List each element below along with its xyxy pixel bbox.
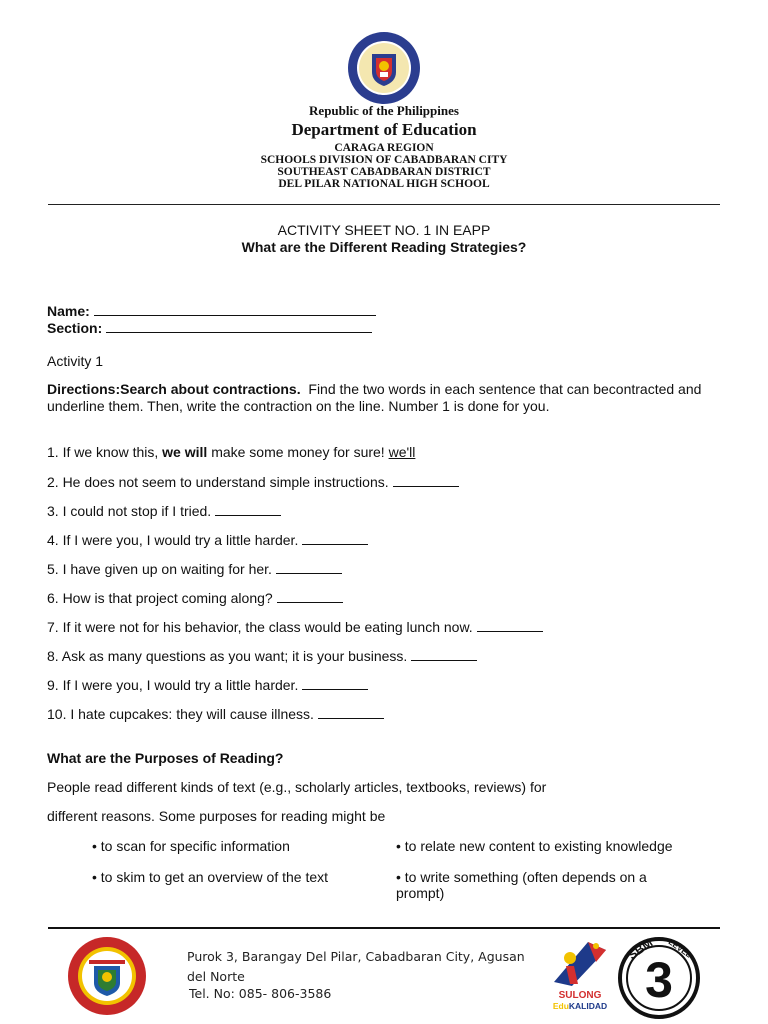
bullet-icon: • xyxy=(396,869,401,885)
list-item: • to skim to get an overview of the text xyxy=(92,869,329,885)
directions-label: Directions:Search about contractions. xyxy=(47,381,301,397)
division-text: SCHOOLS DIVISION OF CABADBARAN CITY xyxy=(260,154,508,166)
footer-address: Purok 3, Barangay Del Pilar, Cabadbaran City, Agusan del Norte xyxy=(187,949,525,984)
section-label: Section: xyxy=(47,320,103,336)
answer-blank[interactable] xyxy=(302,531,368,545)
activity-sheet-title: ACTIVITY SHEET NO. 1 IN EAPP xyxy=(277,222,491,238)
list-item: • to scan for specific information xyxy=(92,838,290,854)
activity-sheet-subtitle: What are the Different Reading Strategies? xyxy=(241,239,527,255)
header-divider xyxy=(48,204,720,205)
list-item: 4. If I were you, I would try a little harder. xyxy=(47,531,368,549)
answer-blank[interactable] xyxy=(477,618,543,632)
list-item: 10. I hate cupcakes: they will cause illness. xyxy=(47,705,384,723)
list-item: 6. How is that project coming along? xyxy=(47,589,343,607)
district-text: SOUTHEAST CABADBARAN DISTRICT xyxy=(277,166,491,178)
list-item: 8. Ask as many questions as you want; it is your business. xyxy=(47,647,477,665)
list-item: • to relate new content to existing knowledge xyxy=(396,838,673,854)
section-row xyxy=(47,319,372,337)
purposes-heading: What are the Purposes of Reading? xyxy=(47,750,284,766)
sbm-label: SBM xyxy=(625,935,656,963)
item1-answer: we'll xyxy=(388,444,416,460)
directions-paragraph xyxy=(47,381,727,415)
school-logo xyxy=(67,936,147,1016)
answer-blank[interactable] xyxy=(302,676,368,690)
level-number: 3 xyxy=(645,952,673,1008)
school-text: DEL PILAR NATIONAL HIGH SCHOOL xyxy=(278,178,490,190)
list-item: 2. He does not seem to understand simple instructions. xyxy=(47,473,459,491)
name-row xyxy=(47,302,376,320)
list-item: 1. If we know this, we will make some money for sure! we'll xyxy=(47,444,416,460)
footer-tel: Tel. No: 085- 806-3586 xyxy=(189,986,332,1001)
answer-blank[interactable] xyxy=(277,589,343,603)
sbm-level-badge xyxy=(617,936,701,1020)
name-field[interactable] xyxy=(94,302,376,316)
department-title: Department of Education xyxy=(291,120,477,139)
name-label: Name: xyxy=(47,303,90,319)
list-item: 9. If I were you, I would try a little harder. xyxy=(47,676,368,694)
purposes-paragraph-2: different reasons. Some purposes for reading might be xyxy=(47,808,386,824)
bullet-icon: • xyxy=(396,838,401,854)
level-label: LEVEL xyxy=(666,937,694,960)
answer-blank[interactable] xyxy=(411,647,477,661)
region-text: CARAGA REGION xyxy=(334,142,434,154)
answer-blank[interactable] xyxy=(276,560,342,574)
section-field[interactable] xyxy=(106,319,372,333)
deped-seal xyxy=(346,30,422,106)
list-item: 3. I could not stop if I tried. xyxy=(47,502,281,520)
list-item: 5. I have given up on waiting for her. xyxy=(47,560,342,578)
activity-heading: Activity 1 xyxy=(47,353,104,369)
answer-blank[interactable] xyxy=(393,473,459,487)
list-item: 7. If it were not for his behavior, the class would be eating lunch now. xyxy=(47,618,543,636)
republic-text: Republic of the Philippines xyxy=(309,103,459,118)
edukalidad-label: EduKALIDAD xyxy=(552,1001,608,1011)
footer-divider xyxy=(48,927,720,929)
sulong-label: SULONG xyxy=(558,990,602,1001)
answer-blank[interactable] xyxy=(318,705,384,719)
list-item: • to write something (often depends on a prompt) xyxy=(396,869,647,901)
directions-text: Find the two words in each sentence that can becontracted and underline them. Then, write the contraction on the line. Number 1 is done for you. xyxy=(47,381,702,414)
sulong-edukalidad-logo xyxy=(548,936,612,1018)
answer-blank[interactable] xyxy=(215,502,281,516)
bullet-icon: • xyxy=(92,838,97,854)
bullet-icon: • xyxy=(92,869,97,885)
purposes-paragraph-1: People read different kinds of text (e.g., scholarly articles, textbooks, reviews) for xyxy=(47,779,547,795)
